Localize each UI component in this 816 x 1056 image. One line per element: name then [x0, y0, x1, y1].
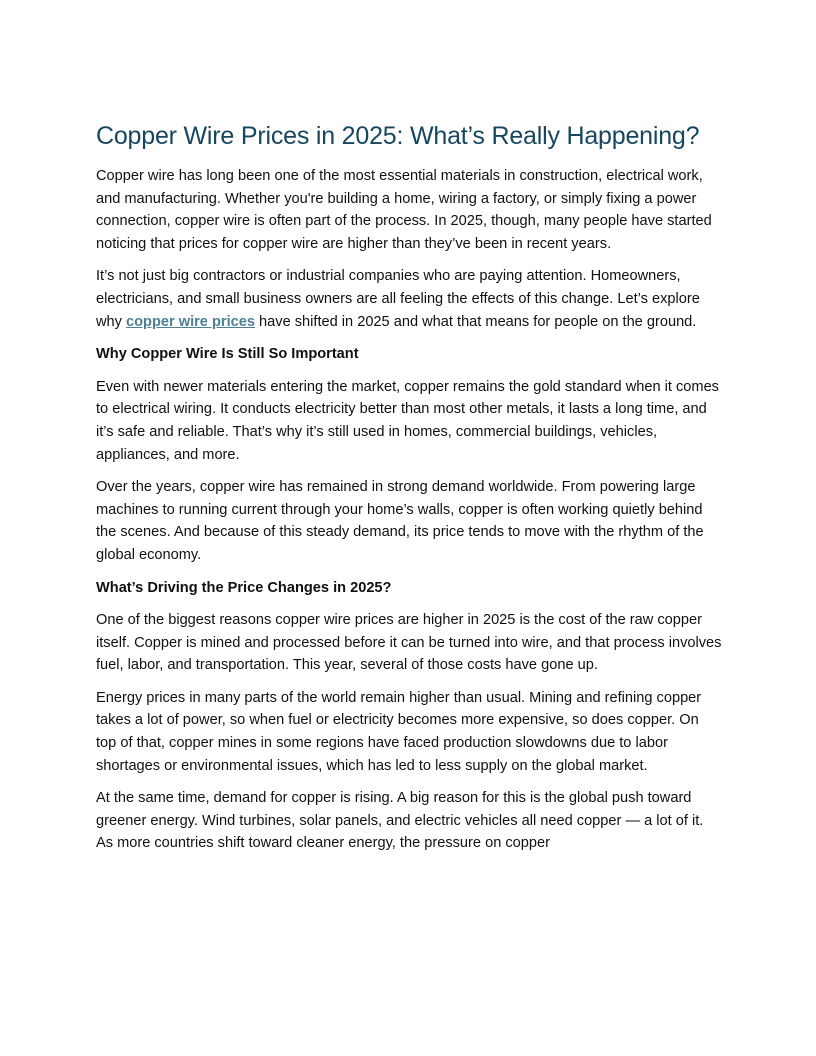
article-title: Copper Wire Prices in 2025: What’s Really Happening? [96, 122, 700, 150]
price-drivers-paragraph-1: One of the biggest reasons copper wire prices are higher in 2025 is the cost of the raw copper itself. Copper is mined and processed before it can be turned into wire, and that process involves fuel, labor, and transportation. This year, several of those costs have gone up. [96, 612, 722, 674]
section-heading-importance: Why Copper Wire Is Still So Important [96, 346, 359, 363]
price-drivers-paragraph-2: Energy prices in many parts of the world remain higher than usual. Mining and refining copper takes a lot of power, so when fuel or electricity becomes more expensive, so does copper. On top of that, copper mines in some regions have faced production slowdowns due to labor shortages or environmental issues, which has led to less supply on the global market. [96, 689, 702, 774]
price-drivers-paragraph-3: At the same time, demand for copper is rising. A big reason for this is the global push toward greener energy. Wind turbines, solar panels, and electric vehicles all need copper — a lot of it. As more countries shift toward cleaner energy, the pressure on copper [96, 790, 704, 852]
intro-paragraph-1: Copper wire has long been one of the most essential materials in construction, electrical work, and manufacturing. Whether you're building a home, wiring a factory, or simply fixing a power connection, copper wire is often part of the process. In 2025, though, many people have started noticing that prices for copper wire are higher than they’ve been in recent years. [96, 168, 712, 252]
intro-paragraph-2 [96, 265, 722, 333]
intro-paragraph-2-text-after: have shifted in 2025 and what that means for people on the ground. [254, 313, 697, 330]
importance-paragraph-2: Over the years, copper wire has remained in strong demand worldwide. From powering large machines to running current through your home’s walls, copper is often working quietly behind the scenes. And because of this steady demand, its price tends to move with the rhythm of the global economy. [96, 479, 704, 563]
document-page [96, 118, 722, 865]
importance-paragraph-1: Even with newer materials entering the market, copper remains the gold standard when it comes to electrical wiring. It conducts electricity better than most other metals, it lasts a long time, and it’s safe and reliable. That’s why it’s still used in homes, commercial buildings, vehicles, appliances, and more. [96, 378, 719, 463]
section-heading-price-drivers: What’s Driving the Price Changes in 2025? [96, 579, 392, 596]
copper-wire-prices-link[interactable]: copper wire prices [126, 313, 255, 330]
intro-paragraph-2-text-before: It’s not just big contractors or industrial companies who are paying attention. Homeowners, electricians, and small business owners are all feeling the effects of this change. Let’s explore why [96, 268, 700, 330]
